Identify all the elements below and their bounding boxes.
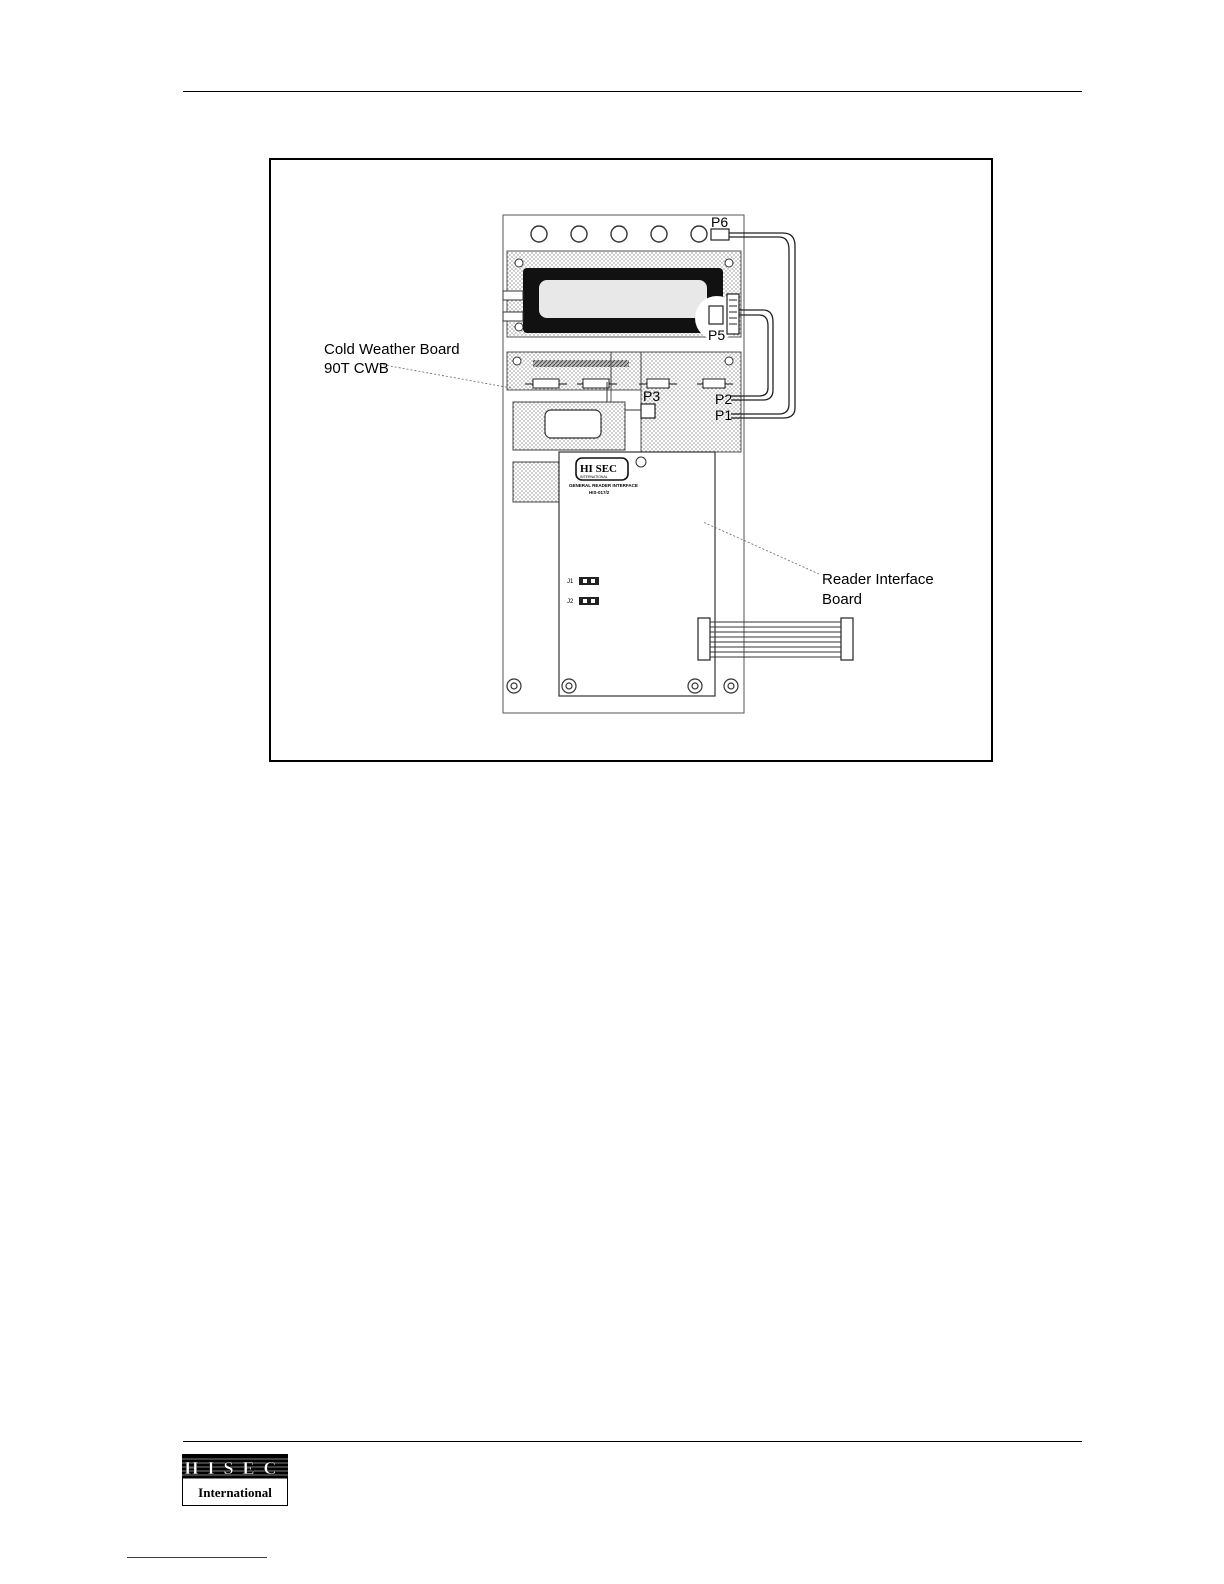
j2-jumper: [579, 597, 599, 605]
board-brand-sub: INTERNATIONAL: [580, 475, 608, 479]
cwb-leader-line: [379, 364, 511, 388]
j1-label: J1: [567, 579, 574, 585]
ic-chip: [545, 410, 601, 438]
p6-connector: [711, 229, 729, 240]
rib-callout-line1: Reader Interface: [822, 571, 934, 588]
p5-label: P5: [708, 327, 726, 343]
p5-connector: [709, 306, 723, 324]
p2-label: P2: [715, 391, 733, 407]
header-rule: [183, 91, 1082, 92]
p6-label: P6: [711, 214, 729, 230]
cwb-hatched-strip: [533, 360, 629, 367]
j1-jumper: [579, 577, 599, 585]
board-part: HIS-017/2: [589, 490, 610, 495]
cwb-callout-line1: Cold Weather Board: [324, 341, 460, 358]
ribbon-header-right: [841, 618, 853, 660]
board-title: GENERAL READER INTERFACE: [569, 483, 638, 488]
board-brand: HI SEC: [580, 463, 617, 475]
j2-label: J2: [567, 599, 574, 605]
footer-rule: [183, 1441, 1082, 1442]
reader-interface-board: [559, 452, 715, 696]
wiring-diagram: [271, 160, 991, 760]
logo-bottom-text: International: [198, 1485, 272, 1500]
footer-link-underline: [127, 1557, 267, 1558]
rib-callout-line2: Board: [822, 591, 863, 608]
ribbon-header-left: [698, 618, 710, 660]
lcd-window: [539, 280, 707, 318]
p3-connector: [641, 404, 655, 418]
logo-top-text: HISEC: [184, 1458, 286, 1478]
p1-label: P1: [715, 407, 733, 423]
figure-frame: [269, 158, 993, 762]
hisec-logo: [182, 1454, 288, 1506]
p3-label: P3: [643, 388, 661, 404]
cwb-callout-line2: 90T CWB: [324, 360, 389, 377]
